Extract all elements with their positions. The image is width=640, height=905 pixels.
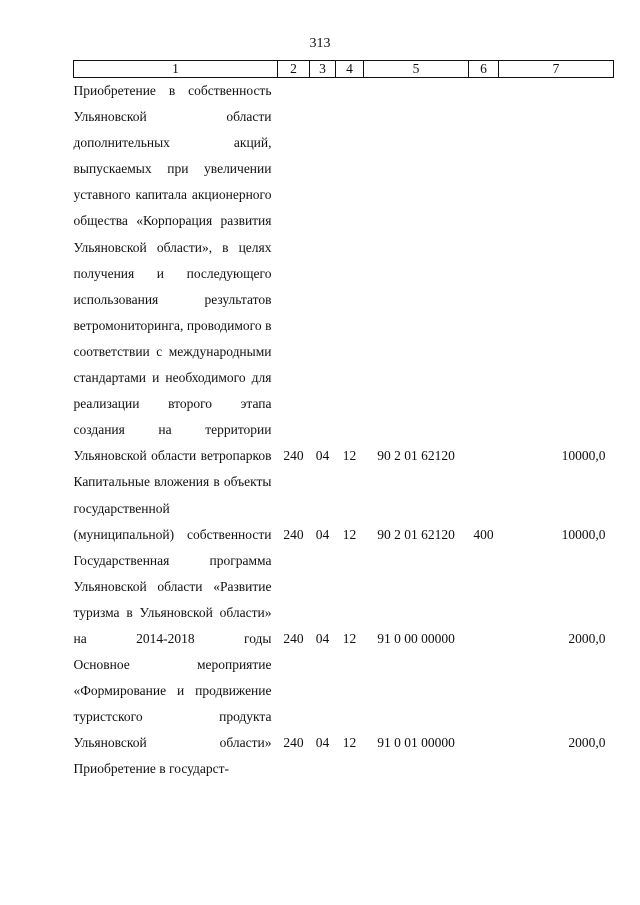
column-header-6: 6 — [469, 61, 499, 78]
row-col3: 04 — [315, 630, 330, 646]
row-col6 — [469, 78, 499, 470]
column-header-4: 4 — [336, 61, 364, 78]
row-col6 — [469, 756, 499, 782]
row-name: Капитальные вложения в объекты государственной (муниципальной) собственности — [73, 474, 272, 542]
row-col5 — [364, 756, 469, 782]
row-col6 — [469, 652, 499, 756]
row-col7 — [499, 756, 614, 782]
row-col2: 240 — [283, 526, 304, 542]
row-col4: 12 — [342, 630, 357, 646]
row-col5: 90 2 01 62120 — [377, 448, 455, 464]
row-col3 — [310, 756, 336, 782]
column-header-5: 5 — [364, 61, 469, 78]
row-col5: 90 2 01 62120 — [377, 526, 455, 542]
row-col4: 12 — [342, 735, 357, 751]
row-col2: 240 — [283, 735, 304, 751]
row-name: Приобретение в собственность Ульяновской области дополнительных акций, выпускаемых при увеличении уставного капитала акционерного общества «Корпорация развития Ульяновской области», в целях получения и последующего использования результатов ветромониторинга, проводимого в соответствии с международными стандартами и необходимого для реализации второго этапа создания на территории Ульяновской области ветропарков — [73, 83, 272, 464]
row-name: Основное мероприятие «Формирование и продвижение туристского продукта Ульяновской области» — [73, 657, 272, 751]
budget-table — [73, 60, 614, 783]
table-row — [74, 78, 614, 470]
row-col5: 91 0 00 00000 — [377, 630, 455, 646]
row-col7: 2000,0 — [568, 735, 606, 751]
row-col4: 12 — [342, 448, 357, 464]
table-header-row — [74, 61, 614, 78]
row-col2: 240 — [283, 448, 304, 464]
row-col3: 04 — [315, 448, 330, 464]
row-col7: 10000,0 — [561, 526, 606, 542]
row-col6: 400 — [473, 526, 494, 542]
column-header-2: 2 — [278, 61, 310, 78]
table-row — [74, 652, 614, 756]
row-col2 — [278, 756, 310, 782]
row-col7: 10000,0 — [561, 448, 606, 464]
row-col2: 240 — [283, 630, 304, 646]
row-col4 — [336, 756, 364, 782]
row-col3: 04 — [315, 735, 330, 751]
column-header-7: 7 — [499, 61, 614, 78]
column-header-1: 1 — [74, 61, 278, 78]
row-col6 — [469, 548, 499, 652]
table-row — [74, 469, 614, 547]
table-row — [74, 548, 614, 652]
column-header-3: 3 — [310, 61, 336, 78]
row-name: Приобретение в государст- — [73, 761, 230, 777]
page-number: 313 — [309, 36, 331, 51]
row-name: Государственная программа Ульяновской области «Развитие туризма в Ульяновской области» на 2014-2018 годы — [73, 552, 272, 646]
row-col4: 12 — [342, 526, 357, 542]
row-col3: 04 — [315, 526, 330, 542]
table-row — [74, 756, 614, 782]
row-col5: 91 0 01 00000 — [377, 735, 455, 751]
row-col7: 2000,0 — [568, 630, 606, 646]
